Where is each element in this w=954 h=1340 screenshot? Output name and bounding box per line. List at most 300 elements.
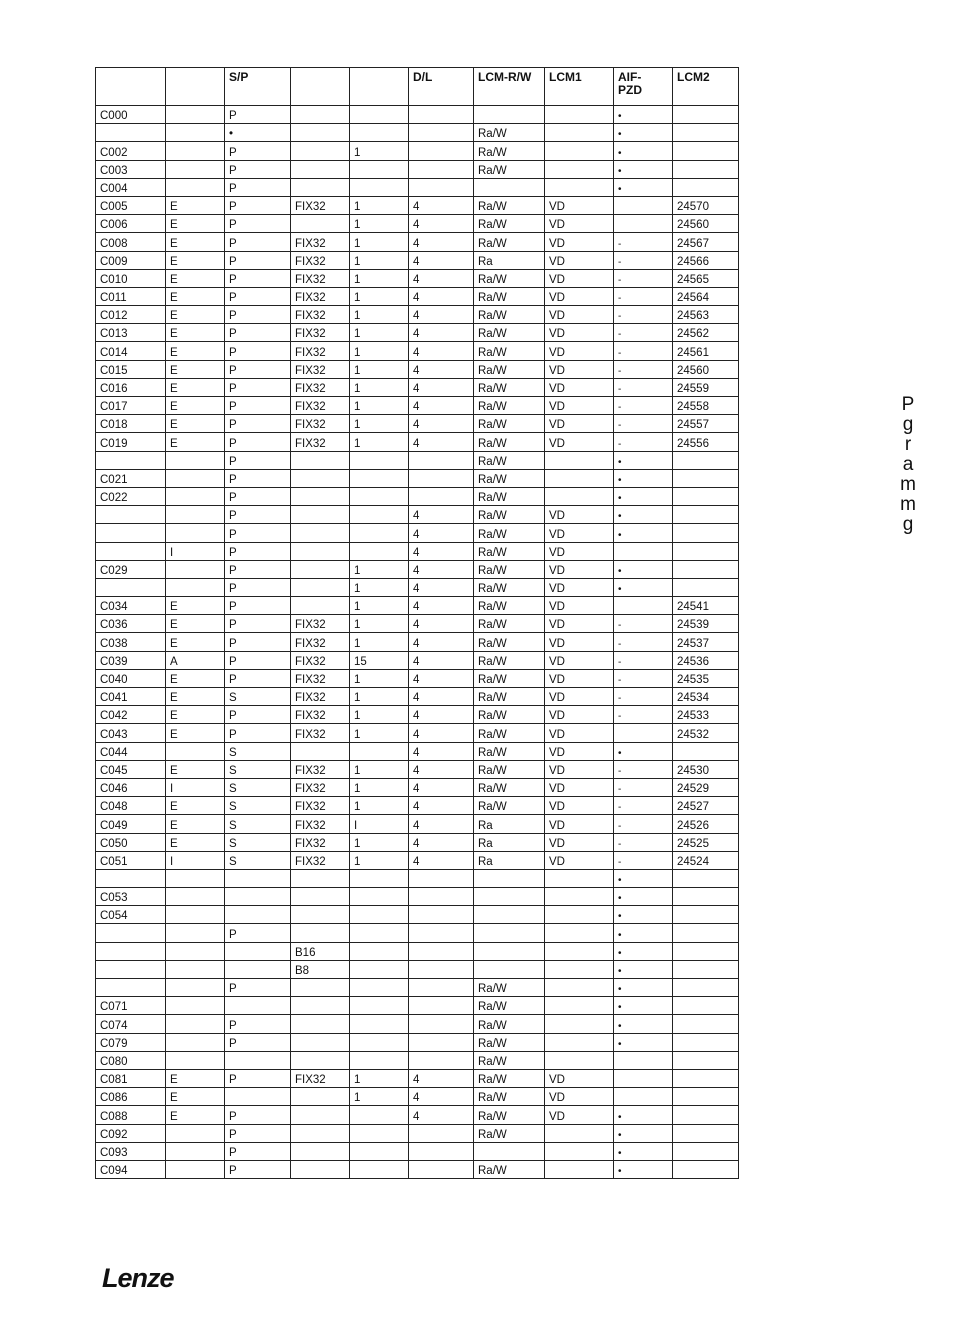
table-cell [166, 124, 225, 142]
table-cell [291, 997, 350, 1015]
table-cell: Ra/W [474, 578, 545, 596]
table-row [96, 233, 739, 251]
table-cell [545, 1142, 614, 1160]
table-cell: 4 [409, 415, 474, 433]
table-cell: C045 [96, 760, 166, 778]
table-cell: 24536 [673, 651, 739, 669]
table-cell: VD [545, 688, 614, 706]
table-cell: 24557 [673, 415, 739, 433]
table-cell: 4 [409, 251, 474, 269]
table-cell: E [166, 269, 225, 287]
table-cell: 4 [409, 542, 474, 560]
table-cell: E [166, 360, 225, 378]
table-cell [166, 1015, 225, 1033]
table-cell: P [225, 142, 291, 160]
table-cell: 4 [409, 287, 474, 305]
table-row [96, 451, 739, 469]
table-cell: E [166, 760, 225, 778]
table-cell [291, 1160, 350, 1178]
table-cell: - [614, 706, 673, 724]
table-cell: 1 [350, 324, 409, 342]
table-cell [409, 1160, 474, 1178]
table-cell: VD [545, 742, 614, 760]
table-cell: Ra/W [474, 324, 545, 342]
table-cell: 4 [409, 360, 474, 378]
table-cell: Ra/W [474, 997, 545, 1015]
table-cell: • [614, 888, 673, 906]
table-cell [291, 524, 350, 542]
table-cell [166, 869, 225, 887]
table-cell [474, 888, 545, 906]
table-cell: FIX32 [291, 651, 350, 669]
table-cell [225, 906, 291, 924]
table-cell [350, 1033, 409, 1051]
table-cell: Ra/W [474, 451, 545, 469]
table-cell [350, 160, 409, 178]
table-cell [225, 942, 291, 960]
table-cell: E [166, 215, 225, 233]
table-cell: 24556 [673, 433, 739, 451]
table-cell: - [614, 851, 673, 869]
table-cell: 24533 [673, 706, 739, 724]
table-cell: Ra [474, 251, 545, 269]
table-cell: 24532 [673, 724, 739, 742]
table-cell: Ra/W [474, 397, 545, 415]
table-row [96, 469, 739, 487]
table-cell [96, 942, 166, 960]
table-cell: 1 [350, 378, 409, 396]
table-cell: 1 [350, 778, 409, 796]
table-cell [96, 542, 166, 560]
table-cell: FIX32 [291, 324, 350, 342]
table-row [96, 615, 739, 633]
table-row [96, 178, 739, 196]
table-cell: FIX32 [291, 233, 350, 251]
table-cell: 4 [409, 306, 474, 324]
table-cell [673, 1106, 739, 1124]
table-cell: E [166, 1088, 225, 1106]
table-cell: Ra/W [474, 1088, 545, 1106]
table-row [96, 851, 739, 869]
table-cell: Ra/W [474, 287, 545, 305]
table-cell [673, 960, 739, 978]
table-cell [545, 942, 614, 960]
table-cell: 4 [409, 633, 474, 651]
table-cell [409, 924, 474, 942]
table-cell: A [166, 651, 225, 669]
table-cell: S [225, 851, 291, 869]
table-cell: • [614, 506, 673, 524]
table-cell: P [225, 269, 291, 287]
table-cell: FIX32 [291, 851, 350, 869]
table-cell: 4 [409, 196, 474, 214]
table-cell [614, 1088, 673, 1106]
table-cell: P [225, 251, 291, 269]
table-cell: I [350, 815, 409, 833]
table-row [96, 196, 739, 214]
table-cell: • [614, 1142, 673, 1160]
table-cell [614, 1051, 673, 1069]
table-cell: E [166, 415, 225, 433]
table-cell: C053 [96, 888, 166, 906]
table-cell: E [166, 706, 225, 724]
table-cell: • [614, 1015, 673, 1033]
table-cell [166, 888, 225, 906]
table-row [96, 506, 739, 524]
table-cell: FIX32 [291, 251, 350, 269]
table-cell: E [166, 433, 225, 451]
table-cell [409, 178, 474, 196]
table-cell: 24563 [673, 306, 739, 324]
table-cell: Ra/W [474, 433, 545, 451]
table-cell: S [225, 688, 291, 706]
table-cell: VD [545, 669, 614, 687]
table-cell [291, 124, 350, 142]
table-cell [166, 960, 225, 978]
table-cell: Ra/W [474, 415, 545, 433]
table-cell [673, 542, 739, 560]
table-cell [474, 869, 545, 887]
table-cell: Ra/W [474, 215, 545, 233]
side-letter: m [900, 474, 916, 495]
table-cell: E [166, 815, 225, 833]
table-cell: P [225, 633, 291, 651]
table-cell: VD [545, 778, 614, 796]
table-cell [166, 106, 225, 124]
table-cell: FIX32 [291, 397, 350, 415]
table-cell: • [614, 560, 673, 578]
table-cell [409, 1051, 474, 1069]
table-cell [350, 906, 409, 924]
table-cell: P [225, 542, 291, 560]
table-cell: 24559 [673, 378, 739, 396]
table-cell: - [614, 342, 673, 360]
table-cell: 1 [350, 433, 409, 451]
table-cell: C009 [96, 251, 166, 269]
table-cell: - [614, 833, 673, 851]
table-row [96, 724, 739, 742]
table-cell: P [225, 324, 291, 342]
table-cell [673, 578, 739, 596]
table-cell: P [225, 651, 291, 669]
table-cell: 4 [409, 1069, 474, 1087]
table-row [96, 215, 739, 233]
table-cell: E [166, 378, 225, 396]
table-row [96, 1015, 739, 1033]
table-cell: C000 [96, 106, 166, 124]
table-cell [545, 160, 614, 178]
table-cell [291, 560, 350, 578]
table-cell [225, 1088, 291, 1106]
table-cell: 4 [409, 833, 474, 851]
table-cell: VD [545, 324, 614, 342]
side-letter: a [902, 454, 914, 475]
table-cell: C017 [96, 397, 166, 415]
table-cell: Ra/W [474, 542, 545, 560]
table-row [96, 1088, 739, 1106]
table-cell [96, 979, 166, 997]
table-cell [96, 869, 166, 887]
table-cell: S [225, 778, 291, 796]
table-cell: 24562 [673, 324, 739, 342]
table-cell [673, 742, 739, 760]
table-cell: 24560 [673, 215, 739, 233]
table-cell: Ra/W [474, 633, 545, 651]
table-cell: • [614, 578, 673, 596]
table-cell: C029 [96, 560, 166, 578]
table-cell: 1 [350, 233, 409, 251]
table-row [96, 397, 739, 415]
table-cell [545, 906, 614, 924]
table-cell: 1 [350, 269, 409, 287]
table-cell: 24558 [673, 397, 739, 415]
table-cell [545, 487, 614, 505]
table-cell: C018 [96, 415, 166, 433]
table-cell: P [225, 397, 291, 415]
table-cell: 1 [350, 196, 409, 214]
table-cell: 1 [350, 578, 409, 596]
table-cell [545, 124, 614, 142]
table-cell [673, 1160, 739, 1178]
table-cell [225, 960, 291, 978]
table-cell: C015 [96, 360, 166, 378]
table-cell: VD [545, 433, 614, 451]
table-row [96, 578, 739, 596]
table-cell: C093 [96, 1142, 166, 1160]
table-row [96, 1160, 739, 1178]
table-cell: • [614, 487, 673, 505]
table-cell: C048 [96, 797, 166, 815]
table-cell: FIX32 [291, 669, 350, 687]
table-cell [474, 960, 545, 978]
table-row [96, 306, 739, 324]
table-cell: FIX32 [291, 724, 350, 742]
table-row [96, 869, 739, 887]
table-cell: Ra/W [474, 342, 545, 360]
table-cell: 4 [409, 742, 474, 760]
table-cell [673, 888, 739, 906]
table-cell [409, 1142, 474, 1160]
table-cell: C012 [96, 306, 166, 324]
table-cell [291, 906, 350, 924]
table-cell: 24530 [673, 760, 739, 778]
table-cell: VD [545, 215, 614, 233]
table-cell: Ra/W [474, 797, 545, 815]
table-cell: FIX32 [291, 778, 350, 796]
table-cell: P [225, 487, 291, 505]
header-cell: AIF- PZD [614, 68, 673, 106]
table-cell [291, 869, 350, 887]
table-cell: E [166, 797, 225, 815]
table-row [96, 542, 739, 560]
table-cell [225, 1051, 291, 1069]
header-cell: LCM-R/W [474, 68, 545, 106]
table-cell: 1 [350, 760, 409, 778]
table-cell [225, 888, 291, 906]
table-cell [545, 1160, 614, 1178]
table-cell: VD [545, 797, 614, 815]
table-cell [350, 451, 409, 469]
table-cell: - [614, 615, 673, 633]
table-cell [545, 888, 614, 906]
table-cell [673, 997, 739, 1015]
table-cell: - [614, 760, 673, 778]
table-cell [673, 1051, 739, 1069]
table-cell [96, 451, 166, 469]
table-cell: 24570 [673, 196, 739, 214]
table-cell: 15 [350, 651, 409, 669]
side-letter: g [902, 514, 914, 535]
table-cell [409, 869, 474, 887]
table-cell: VD [545, 196, 614, 214]
table-cell: C041 [96, 688, 166, 706]
table-cell [291, 178, 350, 196]
table-cell: • [614, 124, 673, 142]
table-row [96, 924, 739, 942]
header-row [96, 68, 739, 106]
table-cell: E [166, 342, 225, 360]
table-row [96, 1142, 739, 1160]
table-cell: P [225, 924, 291, 942]
table-cell: • [225, 124, 291, 142]
table-cell: 24537 [673, 633, 739, 651]
table-cell [474, 1142, 545, 1160]
table-row [96, 597, 739, 615]
table-cell [409, 106, 474, 124]
table-cell: - [614, 306, 673, 324]
table-cell: 1 [350, 215, 409, 233]
table-cell [614, 1069, 673, 1087]
table-cell [291, 1033, 350, 1051]
table-cell [545, 142, 614, 160]
table-cell: E [166, 196, 225, 214]
table-cell [350, 997, 409, 1015]
table-cell: Ra/W [474, 688, 545, 706]
table-cell [350, 178, 409, 196]
table-cell: VD [545, 724, 614, 742]
table-cell [166, 178, 225, 196]
table-cell: VD [545, 1069, 614, 1087]
table-cell: Ra/W [474, 742, 545, 760]
table-row [96, 960, 739, 978]
table-cell [614, 724, 673, 742]
table-cell [409, 997, 474, 1015]
table-cell: 4 [409, 578, 474, 596]
table-cell: • [614, 469, 673, 487]
table-cell: 24535 [673, 669, 739, 687]
table-cell: - [614, 397, 673, 415]
table-cell: FIX32 [291, 760, 350, 778]
table-cell: 1 [350, 1069, 409, 1087]
table-cell [673, 178, 739, 196]
header-cell [350, 68, 409, 106]
table-cell: 1 [350, 669, 409, 687]
table-cell [409, 451, 474, 469]
table-row [96, 742, 739, 760]
table-row [96, 815, 739, 833]
table-cell: VD [545, 269, 614, 287]
table-cell [291, 160, 350, 178]
table-row [96, 415, 739, 433]
table-cell: VD [545, 360, 614, 378]
table-cell: Ra/W [474, 1051, 545, 1069]
table-cell: P [225, 1033, 291, 1051]
table-cell: P [225, 342, 291, 360]
table-cell: • [614, 997, 673, 1015]
table-cell: C016 [96, 378, 166, 396]
table-cell [350, 1124, 409, 1142]
table-cell: P [225, 669, 291, 687]
table-cell [166, 906, 225, 924]
table-cell: 1 [350, 342, 409, 360]
table-cell: • [614, 1106, 673, 1124]
table-cell [291, 578, 350, 596]
table-cell: 1 [350, 724, 409, 742]
table-cell [409, 979, 474, 997]
table-cell: VD [545, 578, 614, 596]
table-cell: C019 [96, 433, 166, 451]
table-cell: Ra/W [474, 124, 545, 142]
table-cell: VD [545, 342, 614, 360]
table-cell: - [614, 669, 673, 687]
table-cell: 24526 [673, 815, 739, 833]
table-cell: VD [545, 287, 614, 305]
table-row [96, 760, 739, 778]
table-cell: 24534 [673, 688, 739, 706]
table-cell: VD [545, 633, 614, 651]
table-cell: I [166, 542, 225, 560]
table-cell: 4 [409, 324, 474, 342]
table-cell: C038 [96, 633, 166, 651]
table-cell: Ra/W [474, 360, 545, 378]
table-cell [166, 924, 225, 942]
table-cell: C036 [96, 615, 166, 633]
header-cell: LCM1 [545, 68, 614, 106]
table-cell: • [614, 178, 673, 196]
table-row [96, 833, 739, 851]
table-cell [291, 142, 350, 160]
table-cell [350, 1106, 409, 1124]
table-cell: FIX32 [291, 615, 350, 633]
table-cell [291, 106, 350, 124]
table-cell [474, 106, 545, 124]
table-cell [614, 542, 673, 560]
header-cell: S/P [225, 68, 291, 106]
table-cell [166, 997, 225, 1015]
table-cell [545, 106, 614, 124]
table-cell: P [225, 306, 291, 324]
table-cell: • [614, 106, 673, 124]
table-cell: 1 [350, 706, 409, 724]
table-cell [166, 451, 225, 469]
table-cell: 4 [409, 1088, 474, 1106]
table-cell: P [225, 233, 291, 251]
table-cell: P [225, 469, 291, 487]
table-cell: P [225, 506, 291, 524]
table-cell: E [166, 688, 225, 706]
table-cell: E [166, 1069, 225, 1087]
table-cell: Ra/W [474, 469, 545, 487]
table-cell: C044 [96, 742, 166, 760]
table-cell: 24527 [673, 797, 739, 815]
table-cell: Ra/W [474, 560, 545, 578]
table-cell: - [614, 433, 673, 451]
table-cell: 24565 [673, 269, 739, 287]
table-cell [614, 196, 673, 214]
table-cell [96, 124, 166, 142]
table-cell [673, 142, 739, 160]
table-cell: - [614, 287, 673, 305]
